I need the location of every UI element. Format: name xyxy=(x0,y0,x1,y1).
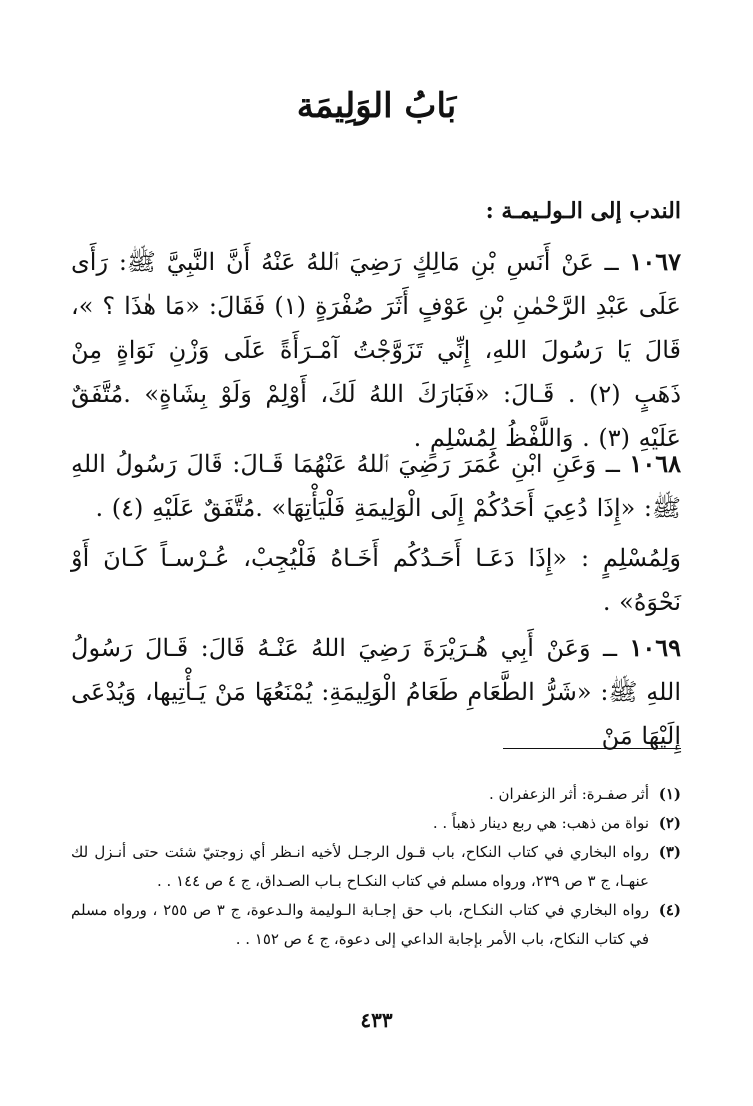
footnote-divider xyxy=(503,748,681,749)
hadith-number: ١٠٦٧ xyxy=(629,247,681,276)
footnotes xyxy=(71,780,681,954)
hadith-number: ١٠٦٩ xyxy=(629,633,681,662)
footnote-number: (٣) xyxy=(658,843,681,861)
hadith-paragraph xyxy=(71,442,681,530)
hadith-paragraph xyxy=(71,240,681,460)
footnote-number: (١) xyxy=(658,785,681,803)
hadith-text: ــ وَعَنِ ابْنِ عُمَرَ رَضِيَ ٱللهُ عَنْهُمَا قَـالَ: قَالَ رَسُولُ اللهِ ﷺ: «إِذَا دُعِيَ أَحَدُكُمْ إِلَى الْوَلِيمَةِ فَلْيَأْتِهَا» .مُتَّفَقٌ عَلَيْهِ (٤) . xyxy=(71,450,681,522)
hadith-text: ــ وَعَنْ أَبِي هُـرَيْرَةَ رَضِيَ اللهُ عَنْـهُ قَالَ: قَـالَ رَسُولُ اللهِ ﷺ: «شَرُّ الطَّعَامِ طَعَامُ الْوَلِيمَةِ: يُمْنَعُهَا مَنْ يَـأْتِيها، وَيُدْعَى إِلَيْهَا مَنْ xyxy=(71,634,681,750)
footnote xyxy=(71,896,681,954)
footnote-number: (٢) xyxy=(658,814,681,832)
hadith-continuation: وَلِمُسْلِمٍ : «إِذَا دَعَـا أَحَـدُكُم أَخَـاهُ فَلْيُجِبْ، عُـرْسـاً كَـانَ أَوْ نَحْوَهُ» . xyxy=(71,544,681,616)
footnote-text: رواه البخاري في كتاب النكاح، باب قـول الرجـل لأخيه انـظر أي زوجتيّ شئت حتى أنـزل لك عنهـا، ج ٣ ص ٢٣٩، ورواه مسلم في كتاب النكـاح بـاب الصـداق، ج ٤ ص ١٤٤ . . xyxy=(71,843,649,890)
section-heading: الندب إلى الـولـيمـة : xyxy=(485,198,681,224)
hadith-number: ١٠٦٨ xyxy=(629,449,681,478)
hadith-paragraph xyxy=(71,626,681,758)
footnote xyxy=(71,780,681,809)
footnote-text: أثر صفـرة: أثر الزعفران . xyxy=(489,785,649,803)
footnote xyxy=(71,809,681,838)
hadith-text: ــ عَنْ أَنَسِ بْنِ مَالِكٍ رَضِيَ ٱللهُ عَنْهُ أَنَّ النَّبِيَّ ﷺ: رَأَى عَلَى عَبْدِ الرَّحْمٰنِ بْنِ عَوْفٍ أَثَرَ صُفْرَةٍ (١) فَقَالَ: «مَا هٰذَا ؟ »، قَالَ يَا رَسُولَ اللهِ، إِنِّي تَزَوَّجْتُ آمْـرَأَةً عَلَى وَزْنِ نَوَاةٍ مِنْ ذَهَبٍ (٢) . قَـالَ: «فَبَارَكَ اللهُ لَكَ، أَوْلِمْ وَلَوْ بِشَاةٍ» .مُتَّفَقٌ عَلَيْهِ (٣) . وَاللَّفْظُ لِمُسْلِمٍ . xyxy=(71,248,682,452)
chapter-title: بَابُ الوَلِيمَة xyxy=(296,86,457,126)
page-number: ٤٣٣ xyxy=(360,1008,393,1032)
footnote xyxy=(71,838,681,896)
footnote-text: نواة من ذهب: هي ربع دينار ذهباً . . xyxy=(432,814,649,832)
footnote-number: (٤) xyxy=(658,901,681,919)
footnote-text: رواه البخاري في كتاب النكـاح، باب حق إجـابة الـوليمة والـدعوة، ج ٣ ص ٢٥٥ ، ورواه مسلم في كتاب النكاح، باب الأمر بإجابة الداعي إلى دعوة، ج ٤ ص ١٥٢ . . xyxy=(71,901,649,948)
